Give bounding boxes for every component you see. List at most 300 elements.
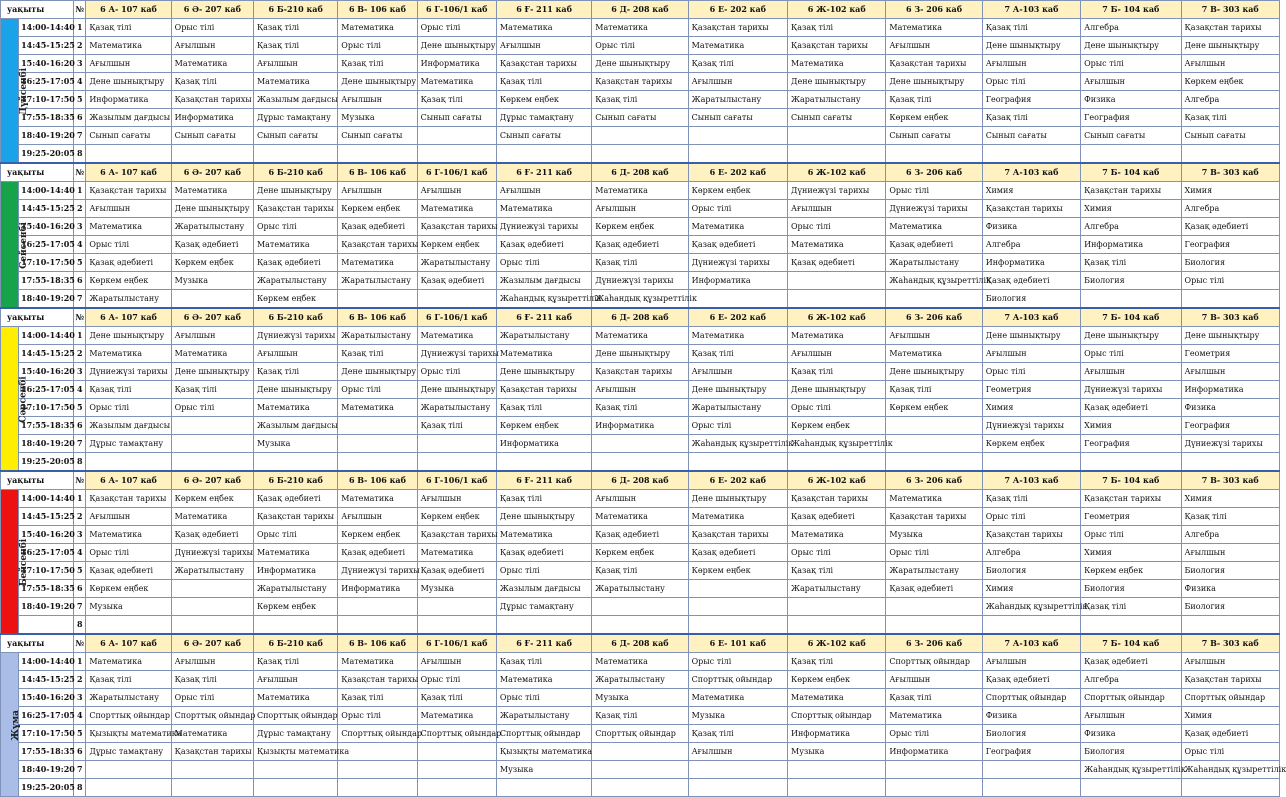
subject-cell: Қазақ әдебиеті (592, 236, 688, 254)
subject-cell: Дене шынықтыру (1181, 37, 1279, 55)
subject-cell: Жаратылыстану (886, 254, 982, 272)
class-header: 6 З- 206 каб (886, 471, 982, 490)
subject-cell: Спорттық ойындар (253, 707, 337, 725)
table-row (1, 91, 1280, 109)
subject-cell: Ағылшын (171, 327, 253, 345)
class-header: 6 Ә- 207 каб (171, 634, 253, 653)
subject-cell: Сынып сағаты (1081, 127, 1181, 145)
subject-cell (788, 616, 886, 635)
subject-cell: Көркем еңбек (171, 254, 253, 272)
subject-cell: Қазақстан тарихы (496, 381, 591, 399)
subject-cell: Қазақстан тарихы (338, 671, 417, 689)
subject-cell: Қызықты математика (86, 725, 171, 743)
subject-cell: Информатика (496, 435, 591, 453)
number-column-header: № (74, 308, 86, 327)
subject-cell: Қазақ әдебиеті (253, 490, 337, 508)
time-cell: 15:40-16:20 (19, 363, 74, 381)
subject-cell: Математика (886, 345, 982, 363)
subject-cell: Орыс тілі (496, 689, 591, 707)
table-row (1, 363, 1280, 381)
subject-cell: Химия (1081, 417, 1181, 435)
subject-cell: Сынып сағаты (417, 109, 496, 127)
subject-cell: Орыс тілі (338, 37, 417, 55)
lesson-number: 1 (74, 19, 86, 37)
table-row (1, 73, 1280, 91)
class-header: 7 А-103 каб (982, 1, 1080, 19)
subject-cell: Қазақстан тарихы (86, 490, 171, 508)
subject-cell: Дұрыс тамақтану (253, 725, 337, 743)
subject-cell: Жаратылыстану (688, 91, 787, 109)
subject-cell (982, 761, 1080, 779)
table-row (1, 399, 1280, 417)
time-cell: 16:25-17:05 (19, 381, 74, 399)
table-row (1, 508, 1280, 526)
subject-cell: Математика (688, 508, 787, 526)
subject-cell: Қазақ тілі (86, 19, 171, 37)
table-row (1, 254, 1280, 272)
subject-cell (338, 435, 417, 453)
subject-cell (171, 290, 253, 309)
day-label-cell (1, 182, 29, 309)
subject-cell: Ағылшын (886, 327, 982, 345)
table-row (1, 743, 1280, 761)
subject-cell: Жаһандық құзыреттілік (688, 435, 787, 453)
subject-cell (788, 779, 886, 797)
subject-cell: Химия (1181, 490, 1279, 508)
table-row (1, 435, 1280, 453)
subject-cell (1081, 145, 1181, 164)
subject-cell (86, 761, 171, 779)
day-label-cell (1, 490, 30, 635)
subject-cell: Көркем еңбек (886, 109, 982, 127)
table-row (1, 671, 1280, 689)
subject-cell: Көркем еңбек (1081, 562, 1181, 580)
subject-cell: Көркем еңбек (338, 526, 417, 544)
lesson-number: 5 (74, 91, 86, 109)
subject-cell: Ағылшын (417, 653, 496, 671)
subject-cell: Көркем еңбек (496, 91, 591, 109)
class-header: 6 В- 106 каб (338, 471, 417, 490)
class-header: 6 З- 206 каб (886, 163, 982, 182)
subject-cell (592, 761, 688, 779)
subject-cell: Қазақстан тарихы (1181, 19, 1279, 37)
class-header: 6 Ж-102 каб (788, 163, 886, 182)
subject-cell: Орыс тілі (86, 399, 171, 417)
subject-cell: Орыс тілі (982, 363, 1080, 381)
subject-cell: Қазақстан тарихы (982, 526, 1080, 544)
subject-cell: Дене шынықтыру (592, 55, 688, 73)
subject-cell (496, 616, 591, 635)
subject-cell (688, 127, 787, 145)
subject-cell: Дене шынықтыру (1181, 327, 1279, 345)
subject-cell: Қазақ тілі (253, 37, 337, 55)
time-cell: 18:40-19:20 (19, 761, 74, 779)
subject-cell (592, 598, 688, 616)
subject-cell: Орыс тілі (253, 218, 337, 236)
subject-cell (417, 616, 496, 635)
class-header: 6 Ж-102 каб (788, 308, 886, 327)
subject-cell: Қазақстан тарихы (886, 55, 982, 73)
subject-cell (1181, 453, 1279, 472)
subject-cell: Математика (338, 653, 417, 671)
subject-cell (1081, 290, 1181, 309)
time-cell: 15:40-16:20 (19, 55, 74, 73)
number-column-header: № (74, 634, 86, 653)
subject-cell: Математика (788, 526, 886, 544)
subject-cell: Дене шынықтыру (171, 200, 253, 218)
subject-cell: Ағылшын (1081, 73, 1181, 91)
time-column-header: уақыты (1, 634, 74, 653)
subject-cell: Қазақ әдебиеті (496, 544, 591, 562)
day-label-cell (1, 19, 30, 164)
subject-cell: Жазылым дағдысы (496, 272, 591, 290)
subject-cell: Қазақ тілі (417, 91, 496, 109)
subject-cell: Алгебра (982, 236, 1080, 254)
subject-cell: Биология (982, 562, 1080, 580)
subject-cell: Жазылым дағдысы (253, 91, 337, 109)
subject-cell: Ағылшын (338, 91, 417, 109)
class-header: 6 А- 107 каб (86, 634, 171, 653)
subject-cell: Математика (688, 218, 787, 236)
subject-cell: Жаратылыстану (86, 689, 171, 707)
subject-cell: Биология (1181, 562, 1279, 580)
subject-cell: Ағылшын (592, 490, 688, 508)
subject-cell: Дұрыс тамақтану (496, 109, 591, 127)
lesson-number: 7 (74, 435, 86, 453)
subject-cell: Математика (886, 218, 982, 236)
subject-cell: Ағылшын (688, 363, 787, 381)
subject-cell: Дене шынықтыру (417, 381, 496, 399)
subject-cell: Орыс тілі (1081, 345, 1181, 363)
subject-cell (338, 616, 417, 635)
subject-cell: Дене шынықтыру (1081, 327, 1181, 345)
subject-cell: Дүниежүзі тарихы (417, 345, 496, 363)
subject-cell (688, 598, 787, 616)
subject-cell: Дене шынықтыру (338, 363, 417, 381)
class-header: 6 Д- 208 каб (592, 1, 688, 19)
subject-cell: Биология (1181, 254, 1279, 272)
subject-cell: Дене шынықтыру (417, 37, 496, 55)
subject-cell: Дүниежүзі тарихы (171, 544, 253, 562)
lesson-number: 5 (74, 725, 86, 743)
time-cell: 14:00-14:40 (19, 182, 74, 200)
subject-cell (592, 145, 688, 164)
subject-cell: Қазақстан тарихы (171, 743, 253, 761)
table-row (1, 526, 1280, 544)
subject-cell (982, 779, 1080, 797)
subject-cell: Қазақ тілі (496, 490, 591, 508)
subject-cell (417, 779, 496, 797)
subject-cell: Қазақ тілі (417, 689, 496, 707)
subject-cell: Информатика (171, 109, 253, 127)
number-column-header: № (74, 163, 86, 182)
subject-cell: Спорттық ойындар (688, 671, 787, 689)
subject-cell: Математика (86, 37, 171, 55)
day-label: Сәрсенбі (18, 375, 29, 423)
subject-cell: Қызықты математика (496, 743, 591, 761)
subject-cell (338, 743, 417, 761)
class-header: 6 В- 106 каб (338, 308, 417, 327)
subject-cell (253, 616, 337, 635)
header-row (1, 1, 1280, 19)
subject-cell: Қазақ тілі (688, 345, 787, 363)
subject-cell: Орыс тілі (886, 182, 982, 200)
day-label: Бейсенбі (19, 538, 30, 586)
subject-cell: Жаһандық құзыреттілік (592, 290, 688, 309)
subject-cell: Информатика (1181, 381, 1279, 399)
subject-cell: Математика (171, 55, 253, 73)
subject-cell: Қазақ тілі (886, 91, 982, 109)
subject-cell (417, 743, 496, 761)
subject-cell: Орыс тілі (688, 653, 787, 671)
class-header: 6 Ж-102 каб (788, 634, 886, 653)
subject-cell: Ағылшын (496, 182, 591, 200)
subject-cell: Математика (86, 653, 171, 671)
time-cell: 14:00-14:40 (19, 653, 74, 671)
class-header: 6 А- 107 каб (86, 1, 171, 19)
table-row (1, 109, 1280, 127)
table-row (1, 218, 1280, 236)
subject-cell: Дүниежүзі тарихы (886, 200, 982, 218)
subject-cell: Дене шынықтыру (688, 490, 787, 508)
subject-cell: Ағылшын (86, 55, 171, 73)
subject-cell: Қазақстан тарихы (592, 73, 688, 91)
subject-cell: Спорттық ойындар (171, 707, 253, 725)
table-row (1, 689, 1280, 707)
class-header: 6 Д- 208 каб (592, 163, 688, 182)
subject-cell (338, 761, 417, 779)
subject-cell: Дене шынықтыру (886, 73, 982, 91)
subject-cell: Қазақстан тарихы (496, 55, 591, 73)
subject-cell: Қазақстан тарихы (1181, 671, 1279, 689)
subject-cell: Математика (338, 399, 417, 417)
class-header: 7 А-103 каб (982, 634, 1080, 653)
subject-cell: География (982, 743, 1080, 761)
subject-cell: Қазақстан тарихы (171, 91, 253, 109)
class-header: 6 Ә- 207 каб (171, 1, 253, 19)
subject-cell (86, 779, 171, 797)
subject-cell: Жаратылыстану (86, 290, 171, 309)
subject-cell: Математика (253, 73, 337, 91)
time-cell: 17:55-18:35 (19, 580, 74, 598)
subject-cell: Қазақ тілі (338, 55, 417, 73)
subject-cell: Жаратылыстану (338, 272, 417, 290)
subject-cell: Қазақстан тарихы (338, 236, 417, 254)
subject-cell: Математика (417, 73, 496, 91)
time-cell: 17:10-17:50 (19, 254, 74, 272)
subject-cell: Алгебра (1181, 200, 1279, 218)
subject-cell: Орыс тілі (417, 19, 496, 37)
subject-cell: Биология (982, 290, 1080, 309)
lesson-number: 6 (74, 417, 86, 435)
subject-cell: Дүниежүзі тарихы (788, 182, 886, 200)
subject-cell: Музыка (338, 109, 417, 127)
subject-cell: Ағылшын (417, 182, 496, 200)
subject-cell: География (982, 91, 1080, 109)
subject-cell: Математика (253, 399, 337, 417)
subject-cell (86, 616, 171, 635)
class-header: 7 В- 303 каб (1181, 634, 1279, 653)
class-header: 7 В- 303 каб (1181, 471, 1279, 490)
lesson-number: 4 (74, 707, 86, 725)
subject-cell: Геометрия (982, 381, 1080, 399)
subject-cell: Қазақ тілі (86, 381, 171, 399)
subject-cell: Дене шынықтыру (982, 37, 1080, 55)
subject-cell (171, 435, 253, 453)
subject-cell (253, 453, 337, 472)
table-row (1, 200, 1280, 218)
subject-cell: Қазақ тілі (1081, 254, 1181, 272)
subject-cell: Сынып сағаты (886, 127, 982, 145)
subject-cell: Жаһандық құзыреттілік (788, 435, 886, 453)
subject-cell: Спорттық ойындар (496, 725, 591, 743)
subject-cell: Ағылшын (886, 37, 982, 55)
subject-cell: Қазақ әдебиеті (982, 272, 1080, 290)
subject-cell: Математика (688, 689, 787, 707)
class-header: 6 Е- 101 каб (688, 634, 787, 653)
subject-cell (338, 779, 417, 797)
table-row (1, 272, 1280, 290)
subject-cell: Математика (86, 345, 171, 363)
subject-cell: Спорттық ойындар (592, 725, 688, 743)
class-header: 7 Б- 104 каб (1081, 1, 1181, 19)
class-header: 6 А- 107 каб (86, 471, 171, 490)
subject-cell: Ағылшын (86, 508, 171, 526)
subject-cell: Жаратылыстану (417, 399, 496, 417)
subject-cell (86, 145, 171, 164)
subject-cell: География (1181, 236, 1279, 254)
subject-cell: Дене шынықтыру (496, 363, 591, 381)
subject-cell (496, 779, 591, 797)
subject-cell: Қазақ әдебиеті (788, 254, 886, 272)
number-column-header: № (74, 471, 86, 490)
class-header: 7 Б- 104 каб (1081, 163, 1181, 182)
subject-cell: Дүниежүзі тарихы (688, 254, 787, 272)
time-cell: 19:25-20:05 (19, 145, 74, 164)
subject-cell: Жаратылыстану (788, 580, 886, 598)
class-header: 6 Б-210 каб (253, 471, 337, 490)
lesson-number: 3 (74, 689, 86, 707)
class-header: 6 А- 107 каб (86, 163, 171, 182)
time-cell: 16:25-17:05 (19, 544, 74, 562)
subject-cell: Орыс тілі (1081, 526, 1181, 544)
time-cell: 17:55-18:35 (19, 272, 74, 290)
subject-cell (171, 417, 253, 435)
subject-cell: Дүниежүзі тарихы (496, 218, 591, 236)
subject-cell: Математика (86, 218, 171, 236)
subject-cell: Қазақ тілі (253, 653, 337, 671)
table-row (1, 616, 1280, 635)
subject-cell (886, 761, 982, 779)
subject-cell: Сынып сағаты (338, 127, 417, 145)
subject-cell: Жаратылыстану (253, 580, 337, 598)
subject-cell: Жаратылыстану (253, 272, 337, 290)
subject-cell: Қазақ тілі (688, 55, 787, 73)
subject-cell: Ағылшын (688, 73, 787, 91)
subject-cell (171, 616, 253, 635)
table-row (1, 345, 1280, 363)
subject-cell: Қазақ тілі (496, 73, 591, 91)
subject-cell: Жаһандық құзыреттілік (1181, 761, 1279, 779)
subject-cell: Сынып сағаты (592, 109, 688, 127)
subject-cell: Көркем еңбек (886, 399, 982, 417)
time-cell: 19:25-20:05 (19, 453, 74, 472)
subject-cell: Математика (338, 490, 417, 508)
subject-cell: Орыс тілі (417, 363, 496, 381)
class-header: 6 Д- 208 каб (592, 471, 688, 490)
subject-cell (886, 616, 982, 635)
subject-cell: Дене шынықтыру (338, 73, 417, 91)
subject-cell (788, 290, 886, 309)
lesson-number: 6 (74, 272, 86, 290)
time-cell: 17:55-18:35 (19, 417, 74, 435)
subject-cell (1081, 616, 1181, 635)
class-header: 6 Ж-102 каб (788, 1, 886, 19)
subject-cell: Қазақ әдебиеті (417, 272, 496, 290)
subject-cell: Орыс тілі (338, 707, 417, 725)
class-header: 6 В- 106 каб (338, 1, 417, 19)
subject-cell: Қазақ әдебиеті (1081, 399, 1181, 417)
subject-cell: Ағылшын (1181, 363, 1279, 381)
subject-cell: Қазақ әдебиеті (171, 526, 253, 544)
subject-cell: Орыс тілі (496, 254, 591, 272)
subject-cell: Жазылым дағдысы (253, 417, 337, 435)
subject-cell: Математика (496, 671, 591, 689)
subject-cell: Ағылшын (1081, 363, 1181, 381)
table-row (1, 19, 1280, 37)
subject-cell: Көркем еңбек (417, 236, 496, 254)
table-row (1, 453, 1280, 472)
subject-cell: Ағылшын (982, 55, 1080, 73)
table-row (1, 327, 1280, 345)
subject-cell: Қазақ тілі (788, 363, 886, 381)
subject-cell: Қазақ тілі (496, 653, 591, 671)
subject-cell (788, 598, 886, 616)
subject-cell: Физика (982, 707, 1080, 725)
lesson-number: 1 (74, 327, 86, 345)
subject-cell: Қазақ тілі (253, 19, 337, 37)
subject-cell: Жаратылыстану (592, 580, 688, 598)
subject-cell: Математика (788, 689, 886, 707)
lesson-number: 4 (74, 381, 86, 399)
subject-cell: Ағылшын (338, 508, 417, 526)
subject-cell: Қазақ әдебиеті (688, 236, 787, 254)
lesson-number: 2 (74, 671, 86, 689)
time-cell: 18:40-19:20 (19, 435, 74, 453)
table-row (1, 37, 1280, 55)
subject-cell: Спорттық ойындар (417, 725, 496, 743)
subject-cell: Математика (592, 508, 688, 526)
day-label-cell (1, 327, 29, 472)
subject-cell: Қазақ тілі (338, 689, 417, 707)
class-header: 6 Ғ- 211 каб (496, 471, 591, 490)
subject-cell: Орыс тілі (788, 218, 886, 236)
subject-cell: Биология (1181, 598, 1279, 616)
lesson-number: 8 (74, 145, 86, 164)
subject-cell: Көркем еңбек (688, 182, 787, 200)
lesson-number: 8 (74, 616, 86, 635)
subject-cell: Музыка (86, 598, 171, 616)
subject-cell: Қазақ әдебиеті (171, 236, 253, 254)
subject-cell: Қазақстан тарихы (86, 182, 171, 200)
subject-cell: Информатика (86, 91, 171, 109)
time-column-header: уақыты (1, 471, 74, 490)
subject-cell: Музыка (253, 435, 337, 453)
subject-cell: Дене шынықтыру (253, 182, 337, 200)
subject-cell (688, 616, 787, 635)
subject-cell: Көркем еңбек (788, 671, 886, 689)
subject-cell: Информатика (253, 562, 337, 580)
